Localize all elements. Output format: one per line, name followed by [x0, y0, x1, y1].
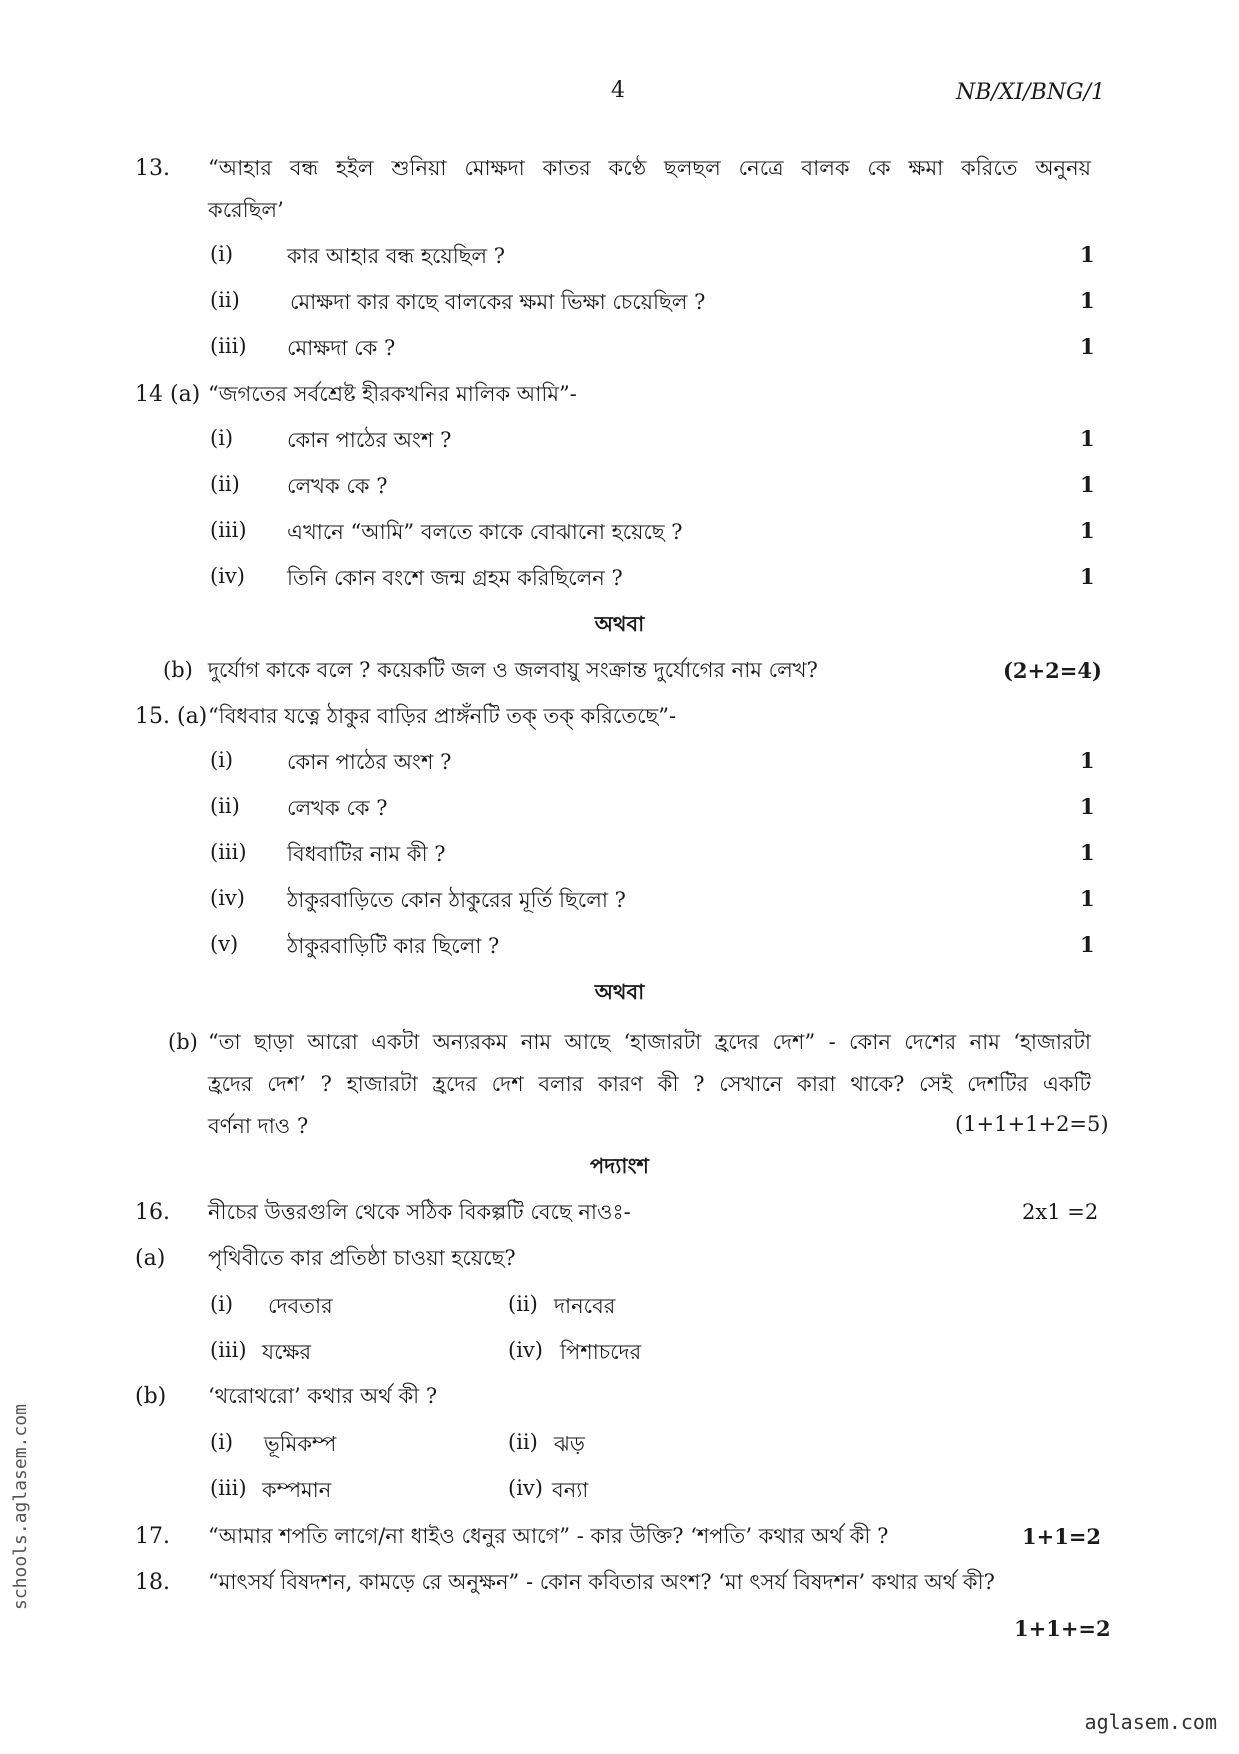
q14-sub-text: কোন পাঠের অংশ ? — [287, 428, 452, 452]
question-13-text: “আহার বন্ধ হইল শুনিয়া মোক্ষদা কাতর কণ্ঠে ছলছল নেত্রে বালক কে ক্ষমা করিতে অনুনয় — [208, 156, 1091, 180]
q16-mark: 2x1 =2 — [1022, 1200, 1099, 1224]
q15-sub-text: কোন পাঠের অংশ ? — [287, 750, 452, 774]
option-label: (iv) — [508, 1338, 543, 1362]
q16-b-text: ‘থরোথরো’ কথার অর্থ কী ? — [208, 1384, 438, 1408]
option-label: (i) — [210, 1292, 234, 1316]
option-label: (ii) — [508, 1292, 538, 1316]
paper-code: NB/XI/BNG/1 — [956, 80, 1105, 105]
question-number-15: 15. (a) — [135, 704, 208, 729]
option-text: দানবের — [554, 1294, 616, 1318]
q14-sub-label: (ii) — [210, 472, 240, 496]
q15-b-text-line2: হ্রদের দেশ’ ? হাজারটা হ্রদের দেশ বলার কারণ কী ? সেখানে কারা থাকে? সেই দেশটির একটি — [208, 1072, 1091, 1096]
q14-sub-label: (iv) — [210, 564, 245, 588]
or-divider: অথবা — [594, 611, 645, 636]
q14-b-label: (b) — [163, 658, 193, 682]
q13-sub-text: মোক্ষদা কে ? — [287, 336, 396, 360]
option-label: (ii) — [508, 1430, 538, 1454]
q14-sub-text: এখানে “আমি” বলতে কাকে বোঝানো হয়েছে ? — [287, 520, 683, 544]
q15-sub-text: ঠাকুরবাড়িটি কার ছিলো ? — [287, 934, 500, 958]
q15-sub-mark: 1 — [1080, 932, 1095, 957]
question-15-text: “বিধবার যত্নে ঠাকুর বাড়ির প্রাঙ্গঁনটি তক্ তক্ করিতেছে”- — [208, 704, 677, 728]
q15-sub-label: (ii) — [210, 794, 240, 818]
q14-b-mark: (2+2=4) — [1003, 658, 1102, 683]
q15-b-mark: (1+1+1+2=5) — [955, 1112, 1109, 1136]
question-13-text-cont: করেছিল’ — [208, 198, 284, 222]
question-number-14: 14 (a) — [135, 382, 201, 407]
q16-a-text: পৃথিবীতে কার প্রতিষ্ঠা চাওয়া হয়েছে? — [208, 1246, 516, 1270]
question-14-text: “জগতের সর্বশ্রেষ্ট হীরকখনির মালিক আমি”- — [208, 382, 577, 406]
q15-sub-mark: 1 — [1080, 886, 1095, 911]
page-number: 4 — [611, 78, 625, 103]
q16-b-label: (b) — [135, 1384, 167, 1409]
option-text: দেবতার — [268, 1294, 333, 1318]
question-17-text: “আমার শপতি লাগে/না ধাইও ধেনুর আগে” - কার উক্তি? ‘শপতি’ কথার অর্থ কী ? — [208, 1524, 889, 1548]
or-divider: অথবা — [594, 979, 645, 1004]
q14-sub-label: (i) — [210, 426, 234, 450]
q15-sub-text: বিধবাটির নাম কী ? — [287, 842, 446, 866]
q14-sub-mark: 1 — [1080, 564, 1095, 589]
q16-a-label: (a) — [135, 1246, 166, 1271]
q14-sub-text: তিনি কোন বংশে জন্ম গ্রহম করিছিলেন ? — [287, 566, 623, 590]
option-text: বন্যা — [552, 1478, 589, 1502]
q15-sub-mark: 1 — [1080, 748, 1095, 773]
q15-b-text-line1: “তা ছাড়া আরো একটা অন্যরকম নাম আছে ‘হাজারটা হ্রদের দেশ” - কোন দেশের নাম ‘হাজারটা — [208, 1030, 1091, 1054]
option-label: (iv) — [508, 1476, 543, 1500]
bottom-watermark: aglasem.com — [1084, 1710, 1217, 1734]
q15-sub-label: (i) — [210, 748, 234, 772]
q15-sub-mark: 1 — [1080, 794, 1095, 819]
option-text: ঝড় — [554, 1432, 585, 1456]
q14-sub-label: (iii) — [210, 518, 247, 542]
option-text: যক্ষের — [262, 1340, 312, 1364]
q13-sub-mark: 1 — [1080, 242, 1095, 267]
q13-sub-label: (ii) — [210, 288, 240, 312]
q15-sub-label: (iii) — [210, 840, 247, 864]
q14-sub-mark: 1 — [1080, 472, 1095, 497]
question-18-text: “মাৎসর্য বিষদশন, কামড়ে রে অনুক্ষন” - কোন কবিতার অংশ? ‘মা ৎসর্য বিষদশন’ কথার অর্থ কী? — [208, 1570, 995, 1594]
option-text: ভূমিকম্প — [264, 1432, 337, 1456]
question-number-16: 16. — [135, 1200, 170, 1225]
q15-sub-text: লেখক কে ? — [287, 796, 388, 820]
q13-sub-mark: 1 — [1080, 288, 1095, 313]
q14-sub-mark: 1 — [1080, 518, 1095, 543]
section-title: পদ্যাংশ — [590, 1153, 649, 1178]
option-label: (iii) — [210, 1338, 247, 1362]
question-number-18: 18. — [135, 1570, 170, 1595]
q14-sub-text: লেখক কে ? — [287, 474, 388, 498]
option-label: (iii) — [210, 1476, 247, 1500]
q13-sub-label: (iii) — [210, 334, 247, 358]
q17-mark: 1+1=2 — [1022, 1524, 1102, 1549]
q15-sub-text: ঠাকুরবাড়িতে কোন ঠাকুরের মূর্তি ছিলো ? — [287, 888, 626, 912]
q13-sub-mark: 1 — [1080, 334, 1095, 359]
side-watermark: schools.aglasem.com — [10, 1404, 31, 1610]
option-label: (i) — [210, 1430, 234, 1454]
q13-sub-text: মোক্ষদা কার কাছে বালকের ক্ষমা ভিক্ষা চেয়েছিল ? — [290, 290, 706, 314]
q14-sub-mark: 1 — [1080, 426, 1095, 451]
question-number-17: 17. — [135, 1524, 170, 1549]
q15-b-label: (b) — [168, 1030, 198, 1054]
option-text: কম্পমান — [262, 1478, 332, 1502]
q13-sub-label: (i) — [210, 242, 234, 266]
q13-sub-text: কার আহার বন্ধ হয়েছিল ? — [287, 244, 506, 268]
question-number-13: 13. — [135, 156, 170, 181]
q15-b-text-line3: বর্ণনা দাও ? — [208, 1114, 309, 1138]
q14-b-text: দুর্যোগ কাকে বলে ? কয়েকটি জল ও জলবায়ু সংক্রান্ত দুর্যোগের নাম লেখ? — [208, 658, 818, 682]
q15-sub-label: (v) — [210, 932, 239, 956]
q15-sub-mark: 1 — [1080, 840, 1095, 865]
question-16-text: নীচের উত্তরগুলি থেকে সঠিক বিকল্পটি বেছে নাওঃ- — [208, 1200, 631, 1224]
option-text: পিশাচদের — [560, 1340, 642, 1364]
q15-sub-label: (iv) — [210, 886, 245, 910]
q18-mark: 1+1+=2 — [1014, 1616, 1111, 1641]
